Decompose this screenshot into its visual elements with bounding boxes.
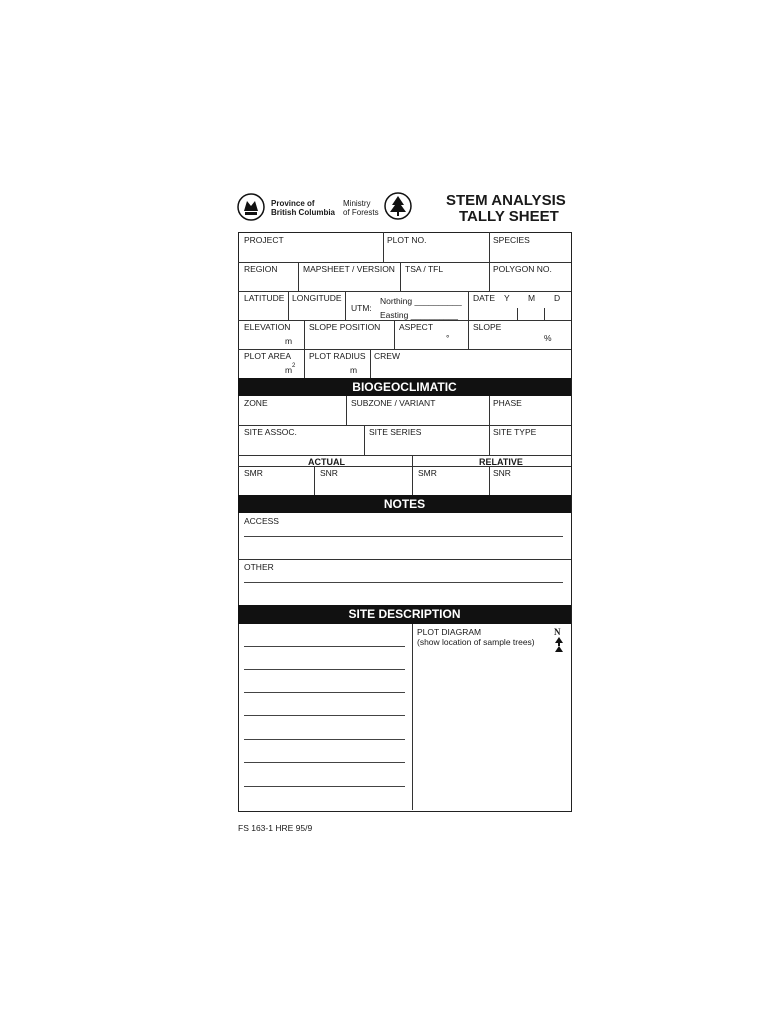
forests-tree-icon bbox=[383, 191, 413, 221]
actual-heading: ACTUAL bbox=[308, 457, 345, 467]
other-label: OTHER bbox=[244, 562, 274, 572]
cell-divider bbox=[370, 349, 371, 378]
cell-divider bbox=[468, 320, 469, 349]
description-writing-line bbox=[244, 646, 405, 647]
cell-divider bbox=[383, 232, 384, 262]
date-year-label: Y bbox=[504, 293, 510, 303]
slope-label: SLOPE bbox=[473, 322, 502, 332]
phase-label: PHASE bbox=[493, 398, 522, 408]
mapsheet-label: MAPSHEET / VERSION bbox=[303, 264, 395, 274]
row-divider bbox=[238, 262, 571, 263]
cell-divider bbox=[304, 349, 305, 378]
plot-no-label: PLOT NO. bbox=[387, 235, 427, 245]
row-divider bbox=[238, 455, 571, 456]
crew-label: CREW bbox=[374, 351, 400, 361]
row-divider bbox=[238, 320, 571, 321]
site-description-heading: SITE DESCRIPTION bbox=[238, 605, 571, 624]
description-writing-line bbox=[244, 692, 405, 693]
notes-heading: NOTES bbox=[238, 495, 571, 513]
description-writing-line bbox=[244, 715, 405, 716]
province-line1: Province of bbox=[271, 199, 315, 208]
biogeoclimatic-heading: BIOGEOCLIMATIC bbox=[238, 378, 571, 396]
access-writing-line bbox=[244, 536, 563, 537]
description-writing-line bbox=[244, 762, 405, 763]
plot-radius-label: PLOT RADIUS bbox=[309, 351, 366, 361]
elevation-unit: m bbox=[285, 336, 293, 346]
cell-divider bbox=[412, 624, 413, 810]
site-assoc-label: SITE ASSOC. bbox=[244, 427, 297, 437]
cell-divider bbox=[468, 291, 469, 320]
cell-divider bbox=[345, 291, 346, 320]
cell-divider bbox=[364, 425, 365, 455]
cell-divider bbox=[288, 291, 289, 320]
cell-divider bbox=[489, 262, 490, 291]
date-month-label: M bbox=[528, 293, 536, 303]
row-divider bbox=[238, 425, 571, 426]
cell-divider bbox=[400, 262, 401, 291]
other-writing-line bbox=[244, 582, 563, 583]
description-writing-line bbox=[244, 669, 405, 670]
smr-relative-label: SMR bbox=[418, 468, 437, 478]
slope-unit: % bbox=[544, 333, 552, 343]
row-divider bbox=[238, 559, 571, 560]
easting-field: Easting __________ bbox=[380, 310, 458, 320]
project-label: PROJECT bbox=[244, 235, 284, 245]
plot-area-unit: m bbox=[285, 365, 293, 375]
northing-field: Northing __________ bbox=[380, 296, 462, 306]
cell-divider bbox=[489, 396, 490, 425]
plot-area-superscript: 2 bbox=[292, 363, 296, 369]
cell-divider bbox=[314, 466, 315, 495]
site-type-label: SITE TYPE bbox=[493, 427, 537, 437]
utm-label: UTM: bbox=[351, 303, 372, 313]
subzone-label: SUBZONE / VARIANT bbox=[351, 398, 436, 408]
species-label: SPECIES bbox=[493, 235, 530, 245]
plot-area-label: PLOT AREA bbox=[244, 351, 292, 361]
row-divider bbox=[238, 349, 571, 350]
date-day-label: D bbox=[554, 293, 561, 303]
cell-divider bbox=[412, 455, 413, 495]
snr-relative-label: SNR bbox=[493, 468, 511, 478]
cell-divider bbox=[304, 320, 305, 349]
cell-divider bbox=[489, 466, 490, 495]
form-title-line1: STEM ANALYSIS bbox=[446, 192, 566, 209]
elevation-label: ELEVATION bbox=[244, 322, 291, 332]
form-code: FS 163-1 HRE 95/9 bbox=[238, 823, 313, 833]
snr-actual-label: SNR bbox=[320, 468, 338, 478]
province-line2: British Columbia bbox=[271, 208, 336, 217]
plot-radius-unit: m bbox=[350, 365, 358, 375]
latitude-label: LATITUDE bbox=[244, 293, 285, 303]
cell-divider bbox=[489, 425, 490, 455]
aspect-label: ASPECT bbox=[399, 322, 434, 332]
site-series-label: SITE SERIES bbox=[369, 427, 422, 437]
cell-divider bbox=[394, 320, 395, 349]
description-writing-line bbox=[244, 786, 405, 787]
bc-crest-icon bbox=[236, 192, 266, 222]
cell-divider bbox=[489, 232, 490, 262]
date-tick bbox=[544, 308, 545, 320]
tsa-tfl-label: TSA / TFL bbox=[405, 264, 444, 274]
ministry-line1: Ministry bbox=[343, 199, 371, 208]
plot-diagram-label: PLOT DIAGRAM bbox=[417, 627, 482, 637]
access-label: ACCESS bbox=[244, 516, 279, 526]
aspect-unit: ° bbox=[446, 333, 450, 343]
date-label: DATE bbox=[473, 293, 496, 303]
cell-divider bbox=[346, 396, 347, 425]
zone-label: ZONE bbox=[244, 398, 268, 408]
region-label: REGION bbox=[244, 264, 278, 274]
cell-divider bbox=[298, 262, 299, 291]
date-tick bbox=[517, 308, 518, 320]
row-divider bbox=[238, 466, 571, 467]
description-writing-line bbox=[244, 739, 405, 740]
ministry-line2: of Forests bbox=[343, 208, 379, 217]
plot-diagram-hint: (show location of sample trees) bbox=[417, 637, 535, 647]
slope-position-label: SLOPE POSITION bbox=[309, 322, 381, 332]
form-title-line2: TALLY SHEET bbox=[459, 208, 559, 225]
polygon-no-label: POLYGON NO. bbox=[493, 264, 552, 274]
longitude-label: LONGITUDE bbox=[292, 293, 342, 303]
relative-heading: RELATIVE bbox=[479, 457, 523, 467]
north-arrow-icon bbox=[554, 637, 564, 653]
north-label: N bbox=[554, 627, 561, 637]
smr-actual-label: SMR bbox=[244, 468, 263, 478]
